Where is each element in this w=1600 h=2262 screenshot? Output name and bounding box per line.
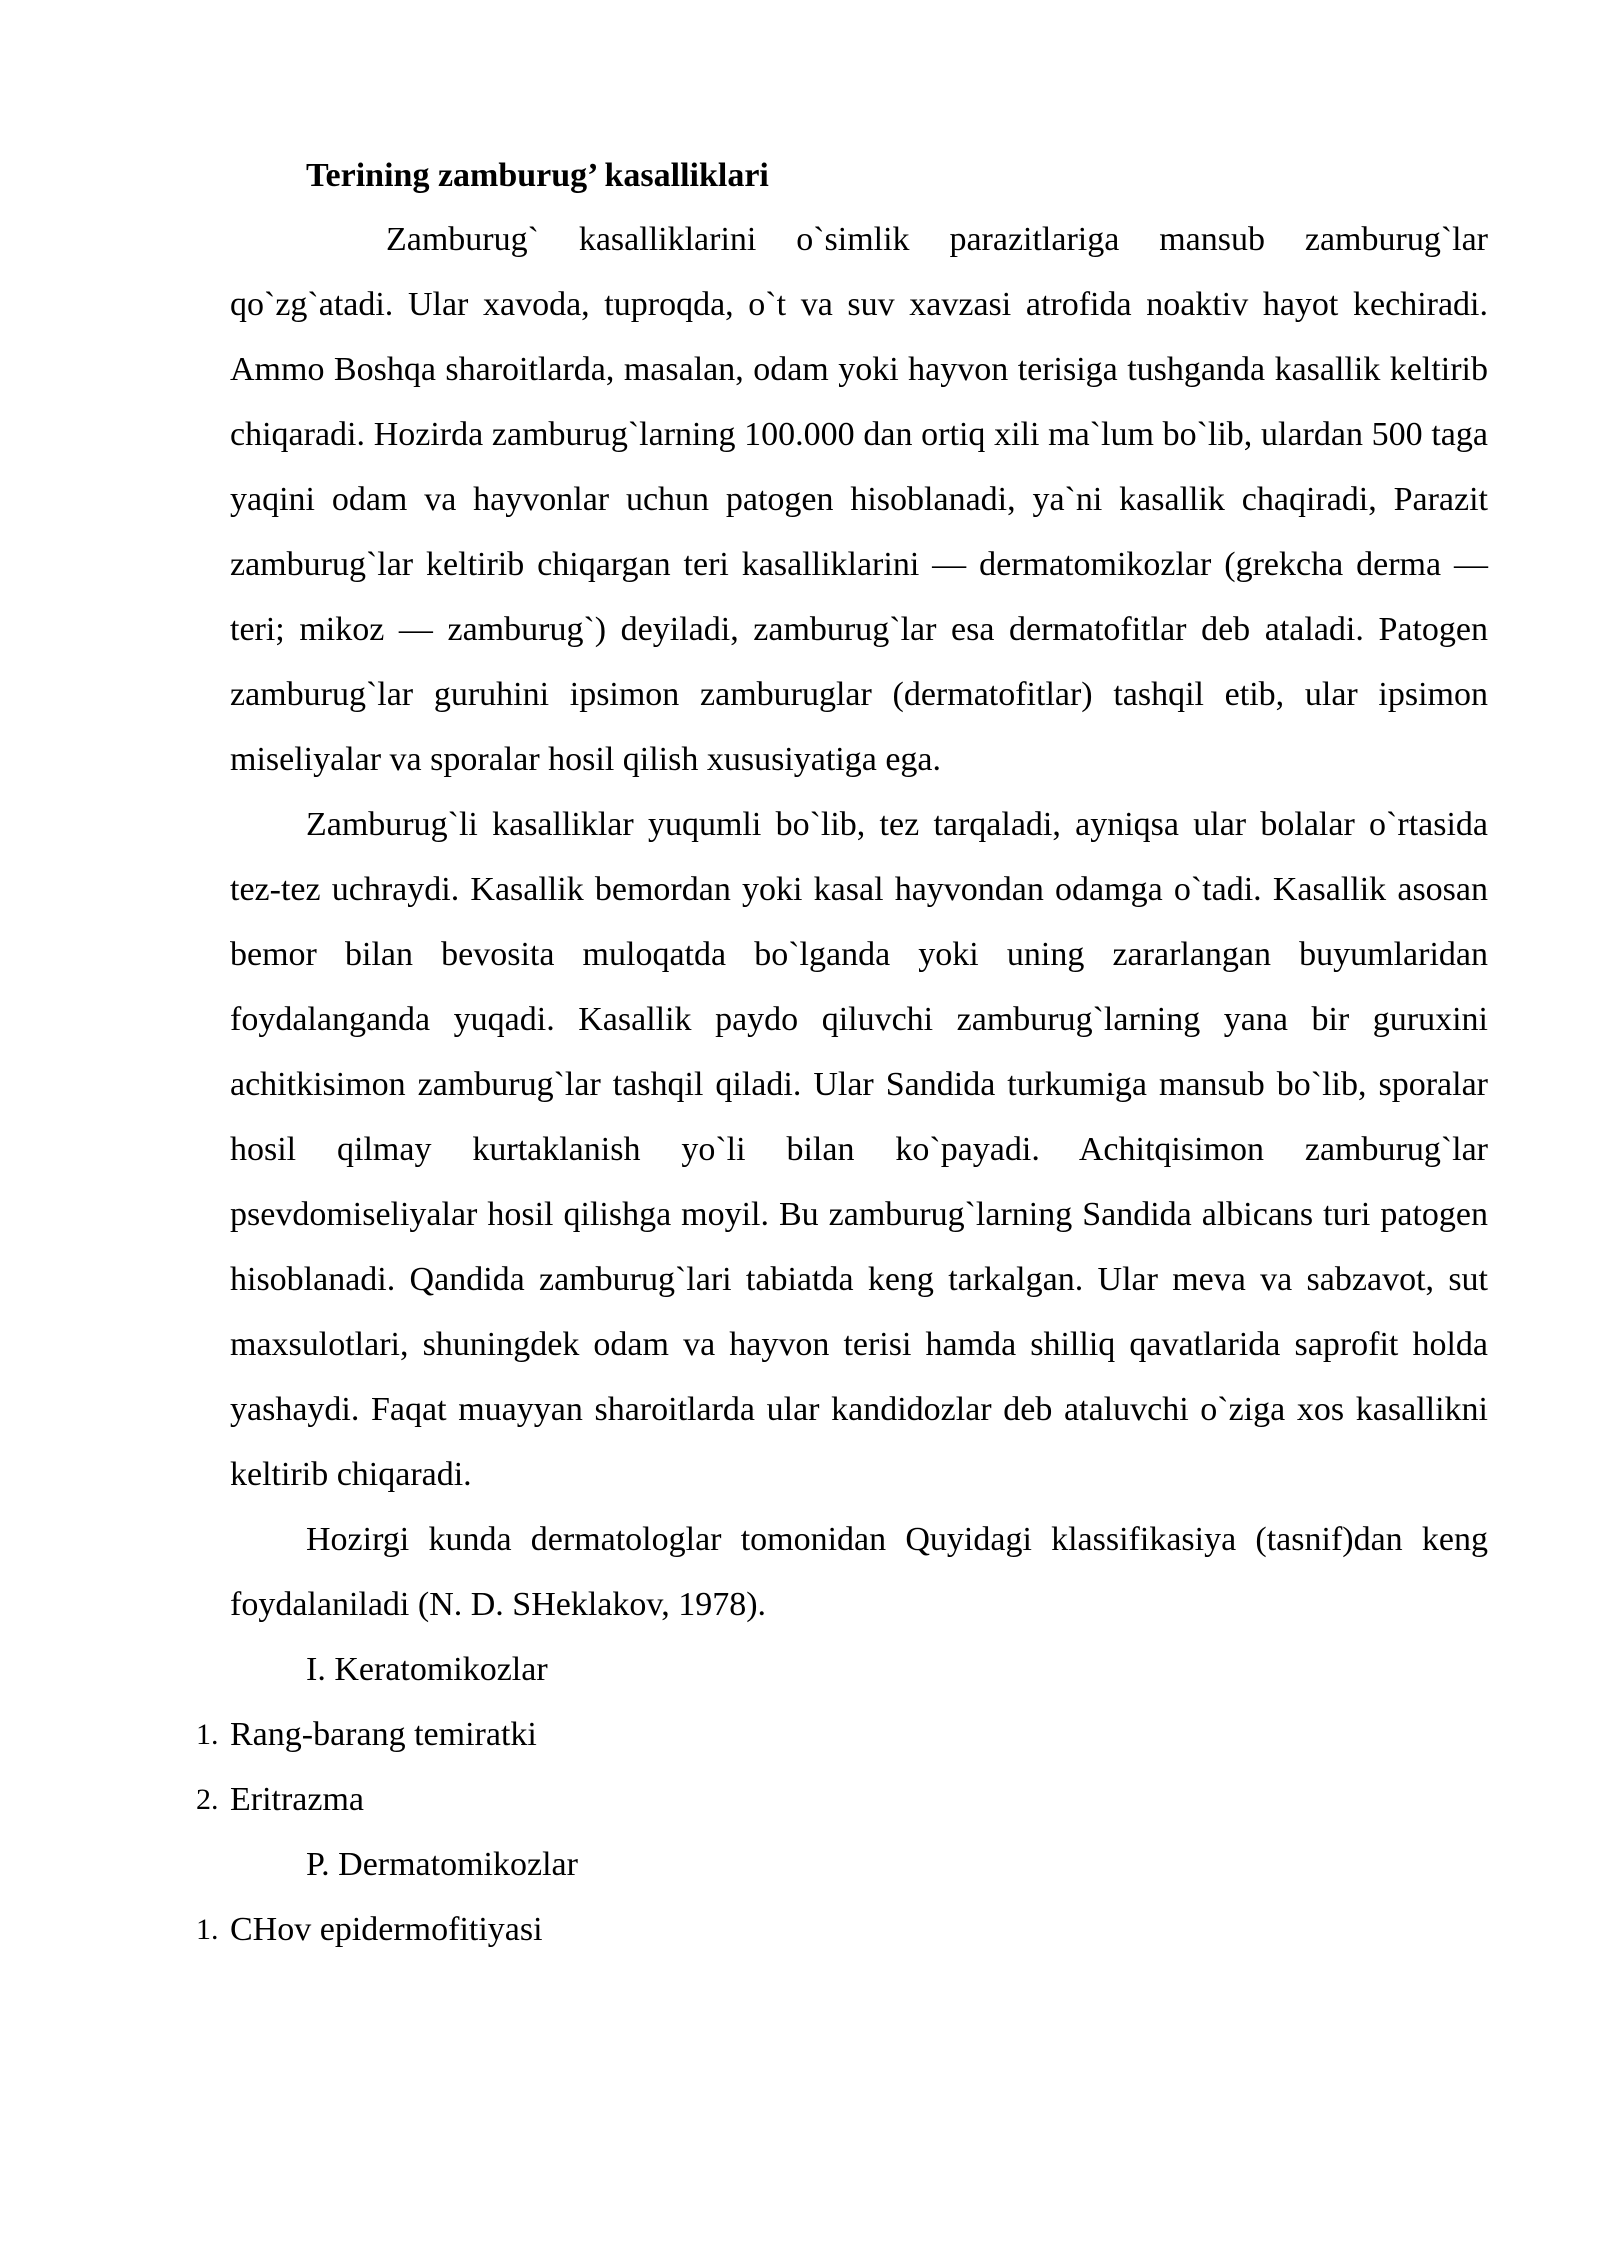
list-item-text: CHov epidermofitiyasi [230,1911,543,1948]
document-page [196,150,1488,1962]
section-heading-keratomikozlar: I. Keratomikozlar [306,1651,548,1688]
list-item-text: Eritrazma [230,1781,365,1818]
list-number: 1. [196,1718,219,1751]
list-item [196,1702,1488,1767]
paragraph-3: Hozirgi kunda dermatologlar tomonidan Quyidagi klassifikasiya (tasnif)dan keng foydalaniladi (N. D. SHeklakov, 1978). [230,1521,1488,1623]
paragraph-2: Zamburug`li kasalliklar yuqumli bo`lib, tez tarqaladi, ayniqsa ular bolalar o`rtasida tez-tez uchraydi. Kasallik bemordan yoki kasal hayvondan odamga o`tadi. Kasallik asosan bemor bilan bevosita muloqatda bo`lganda yoki uning zararlangan buyumlaridan foydalanganda yuqadi. Kasallik paydo qiluvchi zamburug`larning yana bir guruxini achitkisimon zamburug`lar tashqil qiladi. Ular Sandida turkumiga mansub bo`lib, sporalar hosil qilmay kurtaklanish yo`li bilan ko`payadi. Achitqisimon zamburug`lar psevdomiseliyalar hosil qilishga moyil. Bu zamburug`larning Sandida albicans turi patogen hisoblanadi. Qandida zamburug`lari tabiatda keng tarkalgan. Ular meva va sabzavot, sut maxsulotlari, shuningdek odam va hayvon terisi hamda shilliq qavatlarida saprofit holda yashaydi. Faqat muayyan sharoitlarda ular kandidozlar deb ataluvchi o`ziga xos kasallikni keltirib chiqaradi. [230,806,1488,1493]
list-item [196,1897,1488,1962]
list-number: 1. [196,1913,219,1946]
paragraph-1: Zamburug` kasalliklarini o`simlik parazitlariga mansub zamburug`lar qo`zg`atadi. Ular xavoda, tuproqda, o`t va suv xavzasi atrofida noaktiv hayot kechiradi. Ammo Boshqa sharoitlarda, masalan, odam yoki hayvon terisiga tushganda kasallik keltirib chiqaradi. Hozirda zamburug`larning 100.000 dan ortiq xili ma`lum bo`lib, ulardan 500 taga yaqini odam va hayvonlar uchun patogen hisoblanadi, ya`ni kasallik chaqiradi, Parazit zamburug`lar keltirib chiqargan teri kasalliklarini — dermatomikozlar (grekcha derma — teri; mikoz — zamburug`) deyiladi, zamburug`lar esa dermatofitlar deb ataladi. Patogen zamburug`lar guruhini ipsimon zamburuglar (dermatofitlar) tashqil etib, ular ipsimon miseliyalar va sporalar hosil qilish xususiyatiga ega. [230,221,1488,778]
list-item [196,1767,1488,1832]
list-number: 2. [196,1783,219,1816]
document-title: Terining zamburug’ kasalliklari [306,157,769,194]
section-heading-dermatomikozlar: P. Dermatomikozlar [306,1846,578,1883]
list-item-text: Rang-barang temiratki [230,1716,537,1753]
